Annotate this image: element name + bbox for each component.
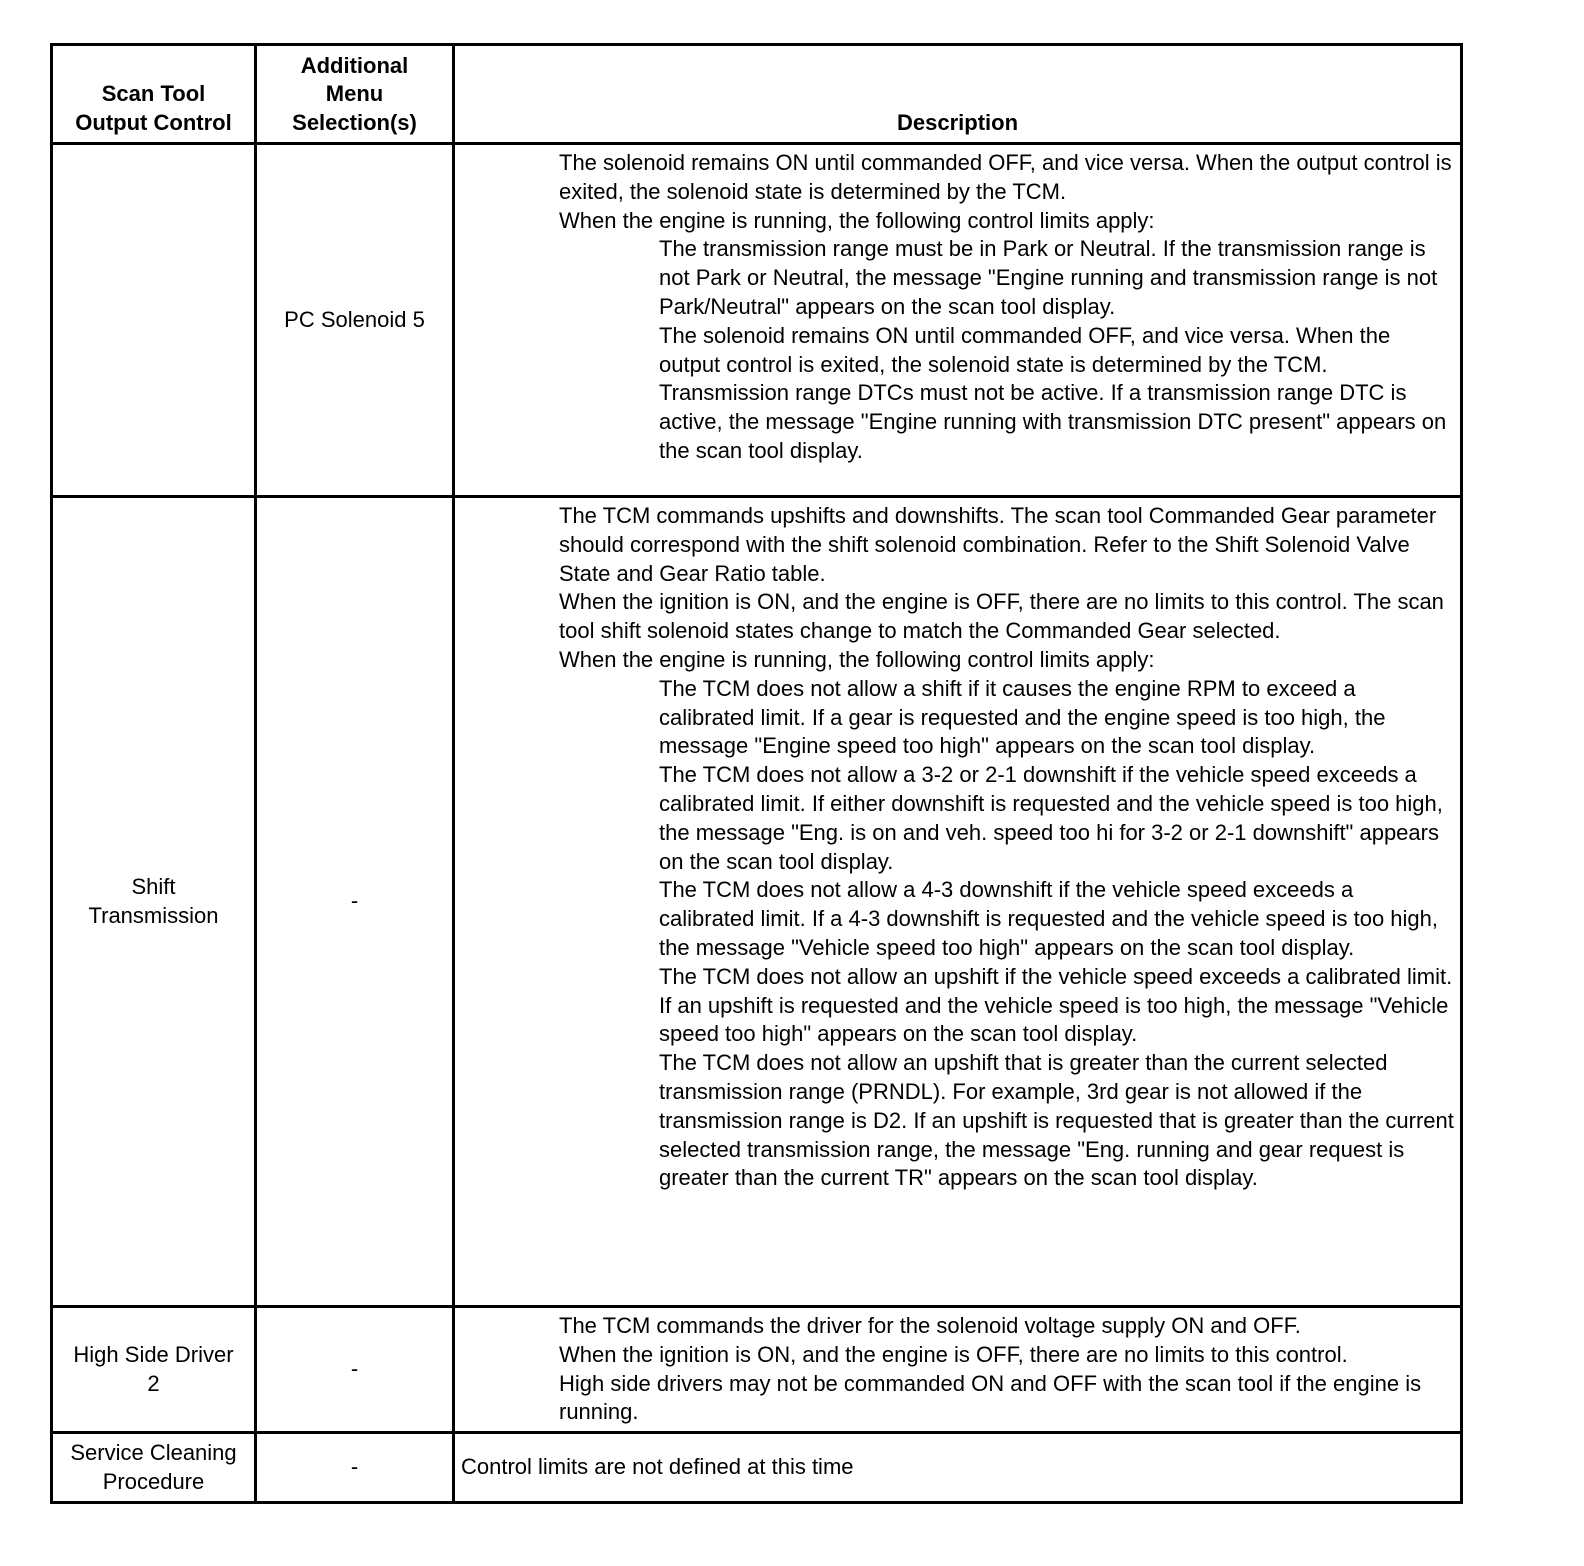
menu-selection-cell: -: [256, 1307, 454, 1433]
description-text: When the ignition is ON, and the engine is OFF, there are no limits to this control.: [559, 1341, 1348, 1367]
table-row-shift-transmission: [52, 497, 1462, 1307]
header-menu-selection: Additional Menu Selection(s): [256, 45, 454, 144]
description-cell: [454, 497, 1462, 1307]
control-limit-item: The TCM does not allow an upshift that is greater than the current selected transmission range (PRNDL). For example, 3rd gear is not allowed if the transmission range is D2. If an upshift is requested that is greater than the current selected transmission range, the message "Eng. running and gear request is greater than the current TR" appears on the scan tool display.: [659, 1050, 1454, 1191]
control-limit-item: Transmission range DTCs must not be active. If a transmission range DTC is active, the message "Engine running with transmission DTC present" appears on the scan tool display.: [659, 380, 1447, 463]
menu-selection-cell: -: [256, 1433, 454, 1503]
description-text: The solenoid remains ON until commanded OFF, and vice versa. When the output control is exited, the solenoid state is determined by the TCM.: [559, 150, 1452, 204]
description-text: Control limits are not defined at this time: [461, 1454, 854, 1480]
control-limit-item: The TCM does not allow a shift if it causes the engine RPM to exceed a calibrated limit. If a gear is requested and the engine speed is too high, the message "Engine speed too high" appears on the scan tool display.: [659, 675, 1386, 759]
output-control-cell: Service Cleaning Procedure: [52, 1433, 256, 1503]
table-row-high-side-driver-2: [52, 1307, 1462, 1433]
menu-selection-cell: -: [256, 497, 454, 1307]
control-limit-item: The transmission range must be in Park or Neutral. If the transmission range is not Park or Neutral, the message "Engine running and transmission range is not Park/Neutral" appears on the scan tool display.: [659, 236, 1438, 319]
header-row: [52, 45, 1462, 144]
description-text: The TCM commands the driver for the solenoid voltage supply ON and OFF.: [559, 1313, 1301, 1338]
description-cell: [454, 1433, 1462, 1503]
control-limit-item: The TCM does not allow a 3-2 or 2-1 downshift if the vehicle speed exceeds a calibrated limit. If either downshift is requested and the vehicle speed is too high, the message "Eng. is on and veh. speed too hi for 3-2 or 2-1 downshift" appears on the scan tool display.: [659, 762, 1443, 874]
output-control-cell: [52, 144, 256, 497]
description-cell: [454, 1307, 1462, 1433]
output-control-table: [50, 43, 1463, 1504]
description-text: When the engine is running, the following control limits apply:: [559, 207, 1155, 233]
header-output-control: Scan Tool Output Control: [52, 45, 256, 144]
control-limit-item: The solenoid remains ON until commanded OFF, and vice versa. When the output control is exited, the solenoid state is determined by the TCM.: [659, 322, 1391, 377]
description-text: High side drivers may not be commanded ON and OFF with the scan tool if the engine is running.: [559, 1370, 1422, 1425]
output-control-cell: Shift Transmission: [52, 497, 256, 1307]
description-text: When the engine is running, the following control limits apply:: [559, 646, 1155, 672]
output-control-cell: High Side Driver 2: [52, 1307, 256, 1433]
description-text: The TCM commands upshifts and downshifts. The scan tool Commanded Gear parameter should correspond with the shift solenoid combination. Refer to the Shift Solenoid Valve State and Gear Ratio table.: [559, 503, 1437, 586]
control-limit-item: The TCM does not allow a 4-3 downshift if the vehicle speed exceeds a calibrated limit. If a 4-3 downshift is requested and the vehicle speed is too high, the message "Vehicle speed too high" appears on the scan tool display.: [659, 877, 1439, 960]
header-description: Description: [454, 45, 1462, 144]
table-row-pc-solenoid-5: [52, 144, 1462, 497]
table-row-service-cleaning-procedure: [52, 1433, 1462, 1503]
control-limit-item: The TCM does not allow an upshift if the vehicle speed exceeds a calibrated limit. If an upshift is requested and the vehicle speed is too high, the message "Vehicle speed too high" appears on the scan tool display.: [659, 963, 1453, 1047]
description-cell: [454, 144, 1462, 497]
description-text: When the ignition is ON, and the engine is OFF, there are no limits to this control. The scan tool shift solenoid states change to match the Commanded Gear selected.: [559, 589, 1444, 644]
menu-selection-cell: PC Solenoid 5: [256, 144, 454, 497]
